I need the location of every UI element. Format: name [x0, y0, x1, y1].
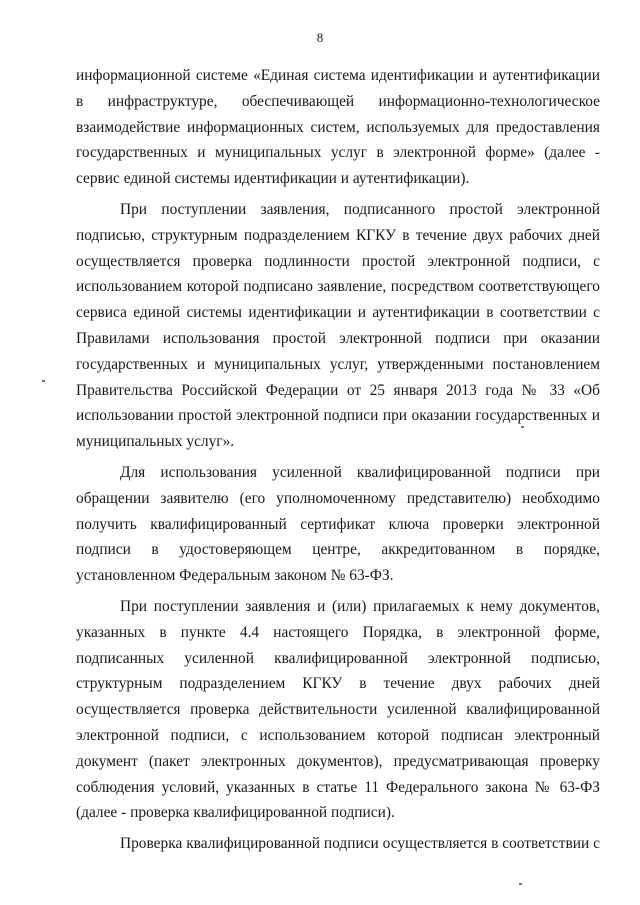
scan-speck — [521, 426, 524, 428]
text-line: информационной системе «Единая система идентификации и аутентификации — [76, 67, 600, 84]
text-line: документ (пакет электронных документов), предусматривающая проверку — [76, 752, 600, 770]
text-line: При поступлении заявления и (или) прилагаемых к нему документов, — [120, 597, 600, 615]
text-line: (далее - проверка квалифицированной подписи). — [76, 804, 395, 822]
text-line: При поступлении заявления, подписанного простой электронной — [120, 200, 600, 218]
text-line: Проверка квалифицированной подписи осуществляется в соответствии с — [120, 835, 600, 853]
text-line: установленном Федеральным законом № 63-ФЗ. — [76, 567, 394, 585]
text-line: сервиса единой системы идентификации и аутентификации в соответствии с — [76, 304, 600, 322]
paragraph-5 — [76, 831, 600, 857]
text-line: структурным подразделением КГКУ в течение двух рабочих дней — [76, 675, 600, 693]
text-line: осуществляется проверка подлинности простой электронной подписи, с — [76, 252, 600, 270]
text-line: обращении заявителю (его уполномоченному представителю) необходимо — [76, 489, 600, 507]
paragraph-4 — [76, 594, 600, 826]
text-line: государственных и муниципальных услуг, утвержденными постановлением — [76, 355, 600, 373]
text-line: Для использования усиленной квалифицированной подписи при — [120, 463, 600, 481]
text-line: указанных в пункте 4.4 настоящего Порядка, в электронной форме, — [76, 623, 600, 641]
text-line: муниципальных услуг». — [76, 433, 235, 451]
text-line: сервис единой системы идентификации и аутентификации). — [76, 170, 470, 188]
text-line: взаимодействие информационных систем, используемых для предоставления — [76, 118, 600, 136]
scan-speck — [42, 380, 45, 382]
text-line: соблюдения условий, указанных в статье 11 Федерального закона № 63-ФЗ — [76, 778, 600, 796]
text-line: электронной подписи, с использованием которой подписан электронный — [76, 726, 600, 744]
text-line: подписью, структурным подразделением КГКУ в течение двух рабочих дней — [76, 226, 600, 244]
text-line: получить квалифицированный сертификат ключа проверки электронной — [76, 515, 600, 533]
text-line: Правительства Российской Федерации от 25 января 2013 года № 33 «Об — [76, 381, 600, 399]
text-line: Правилами использования простой электронной подписи при оказании — [76, 329, 600, 347]
paragraph-3 — [76, 460, 600, 589]
text-line: подписанных усиленной квалифицированной электронной подписью, — [76, 649, 600, 667]
paragraph-2 — [76, 197, 600, 455]
scan-speck — [519, 883, 522, 885]
text-line: государственных и муниципальных услуг в электронной форме» (далее - — [76, 144, 600, 162]
text-line: использованием которой подписано заявление, посредством соответствующего — [76, 278, 600, 296]
text-line: использовании простой электронной подписи при оказании государственных и — [76, 407, 600, 425]
text-line: осуществляется проверка действительности усиленной квалифицированной — [76, 701, 600, 719]
page-number: 8 — [316, 30, 324, 45]
text-line: подписи в удостоверяющем центре, аккредитованном в порядке, — [76, 541, 600, 559]
text-line: в инфраструктуре, обеспечивающей информационно-технологическое — [76, 92, 600, 110]
document-body — [76, 63, 600, 857]
paragraph-1 — [76, 63, 600, 192]
